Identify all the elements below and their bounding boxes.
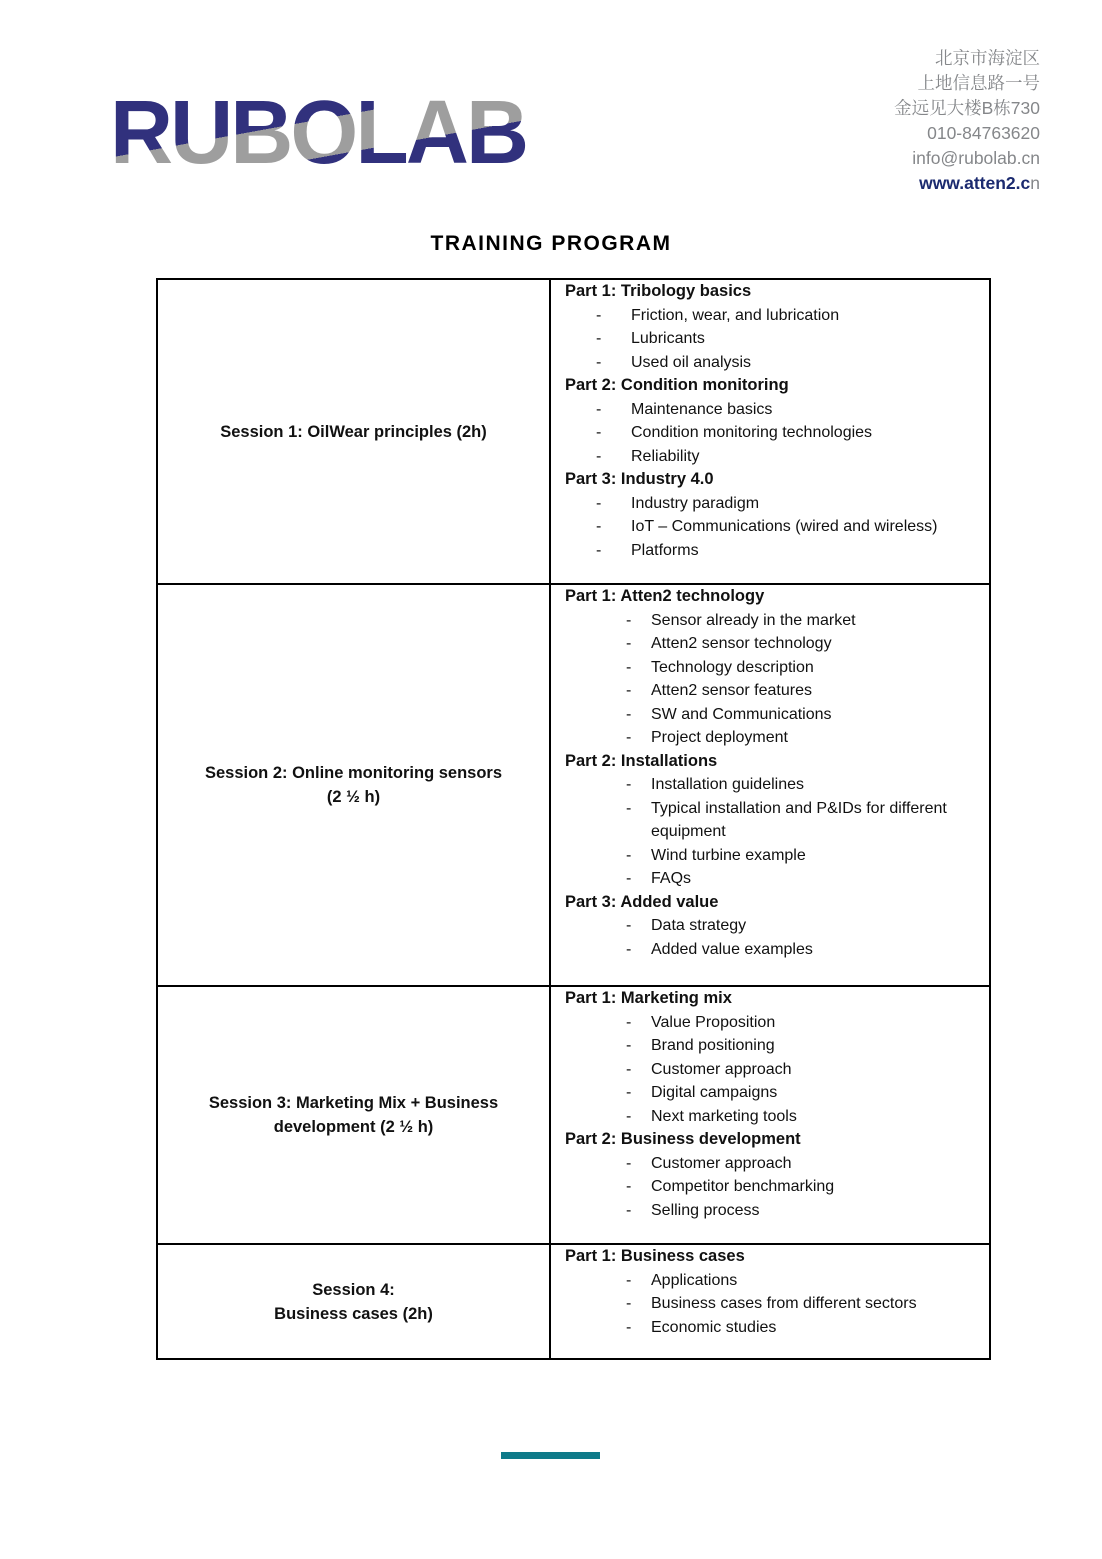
part-title: Part 1: Atten2 technology — [565, 587, 765, 605]
contact-line-district: 北京市海淀区 — [935, 48, 1040, 68]
table-row — [157, 1244, 990, 1359]
session-title-cell — [157, 1244, 550, 1359]
website-text-tail: n — [1030, 172, 1040, 193]
table-row — [157, 986, 990, 1244]
session-title-cell — [157, 986, 550, 1244]
part-title: Part 1: Tribology basics — [565, 282, 752, 300]
part-bullet-item: - Sensor already in the market — [551, 609, 989, 633]
part-title: Part 2: Condition monitoring — [565, 376, 789, 394]
session-parts-cell — [550, 986, 990, 1244]
training-program-table — [156, 278, 991, 1360]
part-bullet-item: - Customer approach — [551, 1058, 989, 1082]
part-bullet-item: - Lubricants — [551, 327, 989, 351]
part-bullet-item: - Used oil analysis — [551, 351, 989, 375]
part-bullet-item: - Maintenance basics — [551, 398, 989, 422]
part-bullet-item: - Typical installation and P&IDs for different equipment — [551, 797, 989, 844]
part-bullet-item: - Brand positioning — [551, 1034, 989, 1058]
part-bullet-item: - Value Proposition — [551, 1011, 989, 1035]
part-bullet-item: - Atten2 sensor features — [551, 679, 989, 703]
part-bullet-item: - Installation guidelines — [551, 773, 989, 797]
page-title: TRAINING PROGRAM — [430, 232, 672, 255]
part-bullet-item: - Industry paradigm — [551, 492, 989, 516]
part-bullet-item: - Economic studies — [551, 1316, 989, 1340]
part-bullet-item: - Technology description — [551, 656, 989, 680]
table-row — [157, 584, 990, 986]
part-bullet-item: - Reliability — [551, 445, 989, 469]
part-bullet-item: - Platforms — [551, 539, 989, 563]
contact-block — [894, 46, 1040, 195]
part-bullet-item: - Digital campaigns — [551, 1081, 989, 1105]
part-title: Part 2: Business development — [565, 1130, 801, 1148]
part-bullet-item: - FAQs — [551, 867, 989, 891]
website-text: www.atten2.c — [919, 172, 1031, 193]
part-bullet-item: - Atten2 sensor technology — [551, 632, 989, 656]
session-title-cell — [157, 279, 550, 584]
table-row — [157, 279, 990, 584]
session-title-line: (2 ½ h) — [326, 788, 381, 806]
part-bullet-item: - Friction, wear, and lubrication — [551, 304, 989, 328]
part-bullet-item: - Customer approach — [551, 1152, 989, 1176]
part-bullet-item: - Project deployment — [551, 726, 989, 750]
part-title: Part 2: Installations — [565, 751, 718, 770]
part-title: Part 1: Business cases — [565, 1247, 745, 1265]
contact-line-email: info@rubolab.cn — [912, 147, 1040, 168]
part-bullet-item: - Business cases from different sectors — [551, 1292, 989, 1316]
contact-line-street: 上地信息路一号 — [917, 72, 1040, 93]
part-bullet-item: - IoT – Communications (wired and wireless) — [551, 515, 989, 539]
part-bullet-item: - Wind turbine example — [551, 844, 989, 868]
part-bullet-item: - Applications — [551, 1269, 989, 1293]
session-parts-cell — [550, 279, 990, 584]
part-bullet-item: - SW and Communications — [551, 703, 989, 727]
part-bullet-item: - Condition monitoring technologies — [551, 421, 989, 445]
session-parts-cell — [550, 584, 990, 986]
part-title: Part 1: Marketing mix — [565, 989, 732, 1007]
session-title-line: Session 1: OilWear principles (2h) — [220, 422, 487, 441]
contact-line-phone: 010-84763620 — [927, 122, 1040, 143]
contact-line-building: 金远见大楼B栋730 — [894, 97, 1040, 118]
session-parts-cell — [550, 1244, 990, 1359]
session-title-cell — [157, 584, 550, 986]
part-bullet-item: - Added value examples — [551, 938, 989, 962]
session-title-line: Session 4: — [312, 1280, 395, 1299]
session-title-line: development (2 ½ h) — [273, 1118, 434, 1136]
part-title: Part 3: Added value — [565, 892, 719, 911]
session-title-line: Session 3: Marketing Mix + Business — [208, 1094, 499, 1112]
part-title: Part 3: Industry 4.0 — [565, 470, 714, 488]
part-bullet-item: - Data strategy — [551, 914, 989, 938]
footer-divider-line — [501, 1452, 600, 1459]
part-bullet-item: - Competitor benchmarking — [551, 1175, 989, 1199]
part-bullet-item: - Next marketing tools — [551, 1105, 989, 1129]
contact-line-website — [894, 171, 1040, 196]
rubolab-logo: RUBOLAB — [110, 83, 527, 183]
part-bullet-item: - Selling process — [551, 1199, 989, 1223]
session-title-line: Session 2: Online monitoring sensors — [204, 764, 503, 782]
session-title-line: Business cases (2h) — [274, 1304, 433, 1323]
